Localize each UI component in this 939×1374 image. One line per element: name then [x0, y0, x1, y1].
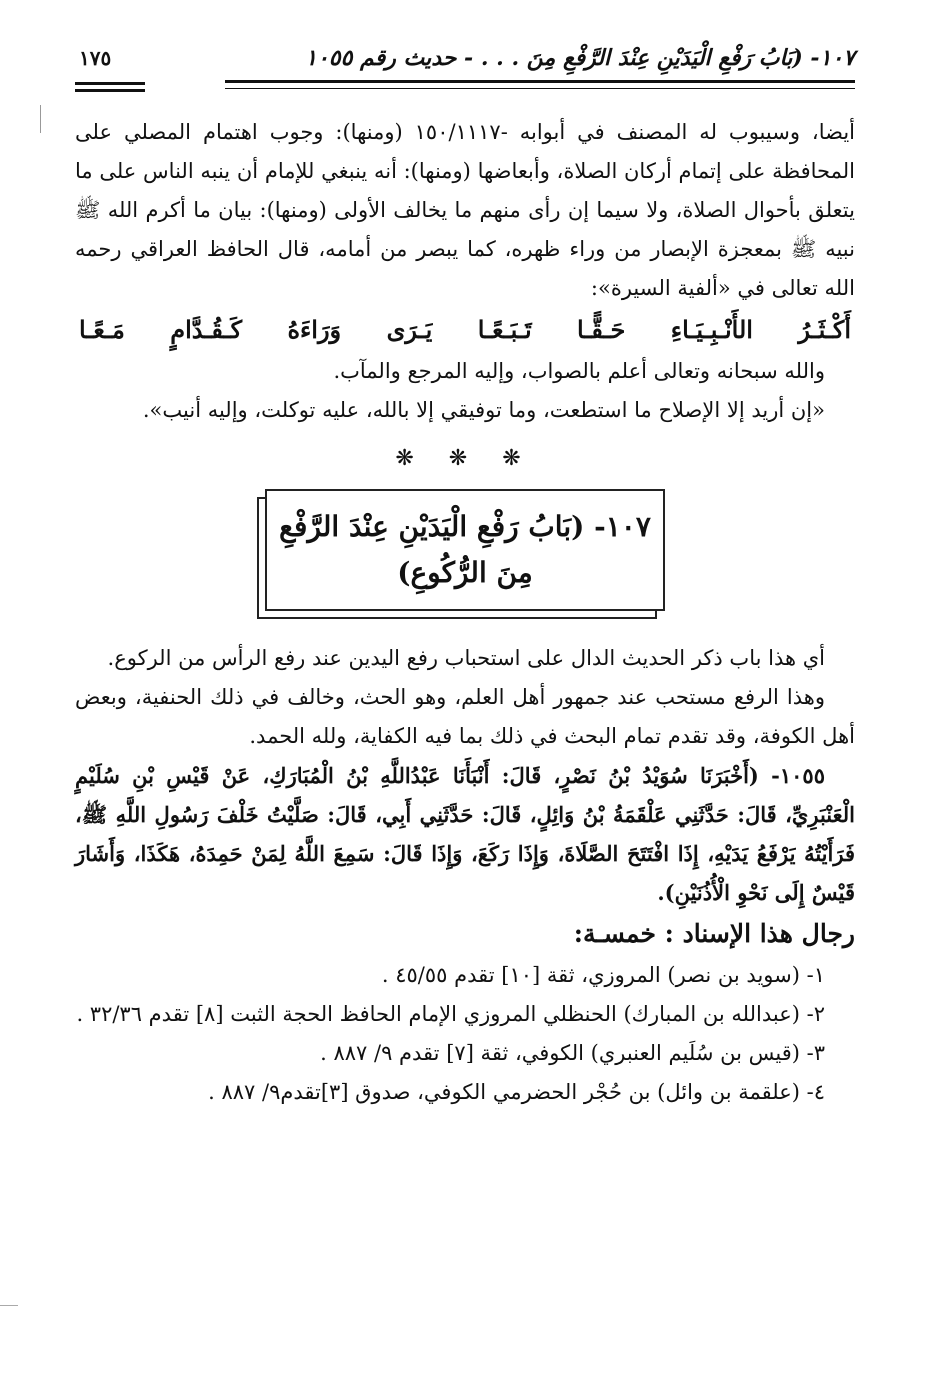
- page-body: [75, 113, 855, 1112]
- poem-word: تَـبَـعًـا: [477, 315, 532, 344]
- narrator-item: ١- (سويد بن نصر) المروزي، ثقة [١٠] تقدم ٤٥/٥٥ .: [381, 963, 825, 987]
- hadith-text: ١٠٥٥- (أَخْبَرَنَا سُوَيْدُ بْنُ نَصْرٍ، قَالَ: أَنْبَأَنَا عَبْدُاللَّهِ بْنُ الْمُبَارَكِ، عَنْ قَيْسِ بْنِ سُلَيْمٍ الْعَنْبَرِيِّ، قَالَ: حَدَّثَنِي عَلْقَمَةُ بْنُ وَائِلٍ، قَالَ: حَدَّثَنِي أَبِي، قَالَ: صَلَّيْتُ خَلْفَ رَسُولِ اللَّهِ ﷺ، فَرَأَيْتُهُ يَرْفَعُ يَدَيْهِ، إِذَا افْتَتَحَ الصَّلَاةَ، وَإِذَا رَكَعَ، وَإِذَا قَالَ: سَمِعَ اللَّهُ لِمَنْ حَمِدَهُ، هَكَذَا، وَأَشَارَ قَيْسٌ إِلَى نَحْوِ الْأُذُنَيْنِ).: [75, 763, 855, 905]
- header-title: ١٠٧- (بَابُ رَفْعِ الْيَدَيْنِ عِنْدَ الرَّفْعِ مِنَ . . . - حديث رقم ١٠٥٥: [305, 45, 855, 71]
- narrator-item: ٣- (قيس بن سُلَيم العنبري) الكوفي، ثقة [٧] تقدم ٩/ ٨٨٧ .: [320, 1041, 825, 1065]
- poem-verse: [75, 308, 855, 352]
- margin-mark: [40, 105, 41, 133]
- narrator-item: ٢- (عبدالله بن المبارك) الحنظلي المروزي الإمام الحافظ الحجة الثبت [٨] تقدم ٣٢/٣٦ .: [76, 1002, 825, 1026]
- paragraph-chapter-intro: أي هذا باب ذكر الحديث الدال على استحباب رفع اليدين عند رفع الرأس من الركوع.: [107, 646, 825, 670]
- poem-word: وَرَاءَهُ: [287, 315, 342, 344]
- header-rule: [225, 80, 855, 83]
- poem-word: مَـعًـا: [79, 315, 125, 344]
- paragraph-closing: والله سبحانه وتعالى أعلم بالصواب، وإليه المرجع والمآب.: [333, 359, 825, 383]
- poem-word: يَـرَى: [386, 315, 433, 344]
- page: [75, 38, 855, 1104]
- margin-mark-bottom: [0, 1305, 18, 1306]
- page-number-rule-bottom: [75, 89, 145, 92]
- header-rule-thin: [225, 88, 855, 89]
- section-heading: رجال هذا الإسناد : خمسـة:: [573, 919, 855, 948]
- running-header: [75, 38, 855, 78]
- chapter-title: [265, 489, 665, 611]
- page-number-rule-top: [75, 82, 145, 85]
- poem-word: الأَنْـبِـيَـاءِ: [670, 315, 753, 344]
- section-separator: ❋ ❋ ❋: [395, 446, 535, 471]
- paragraph-quote: «إن أريد إلا الإصلاح ما استطعت، وما توفيقي إلا بالله، عليه توكلت، وإليه أنيب».: [142, 398, 825, 422]
- narrator-item: ٤- (علقمة بن وائل) بن حُجْر الحضرمي الكوفي، صدوق [٣]تقدم٩/ ٨٨٧ .: [208, 1080, 825, 1104]
- chapter-title-line1: ١٠٧- (بَابُ رَفْعِ الْيَدَيْنِ عِنْدَ الرَّفْعِ: [279, 510, 651, 543]
- paragraph-intro: أيضا، وسيبوب له المصنف في أبوابه -١٥٠/١١١٧ (ومنها): وجوب اهتمام المصلي على المحافظة على إتمام أركان الصلاة، وأبعاضها (ومنها): أنه ينبغي للإمام أن ينبه الناس على ما يتعلق بأحوال الصلاة، ولا سيما إن رأى منهم ما يخالف الأولى (ومنها): بيان ما أكرم الله ﷺ نبيه ﷺ بمعجزة الإبصار من وراء ظهره، كما يبصر من أمامه، قال الحافظ العراقي رحمه الله تعالى في «ألفية السيرة»:: [75, 120, 855, 300]
- poem-word: كَـقُـدَّامٍ: [170, 315, 243, 344]
- poem-word: حَـقًّـا: [577, 315, 626, 344]
- page-number: ١٧٥: [79, 46, 112, 70]
- chapter-title-box: [265, 489, 665, 609]
- poem-word: أَكْـثَـرُ: [798, 315, 851, 344]
- paragraph-ruling: وهذا الرفع مستحب عند جمهور أهل العلم، وهو الحث، وخالف في ذلك الحنفية، وبعض أهل الكوفة، وقد تقدم تمام البحث في ذلك بما فيه الكفاية، ولله الحمد.: [75, 685, 855, 748]
- chapter-title-line2: مِنَ الرُّكُوعِ): [397, 556, 533, 589]
